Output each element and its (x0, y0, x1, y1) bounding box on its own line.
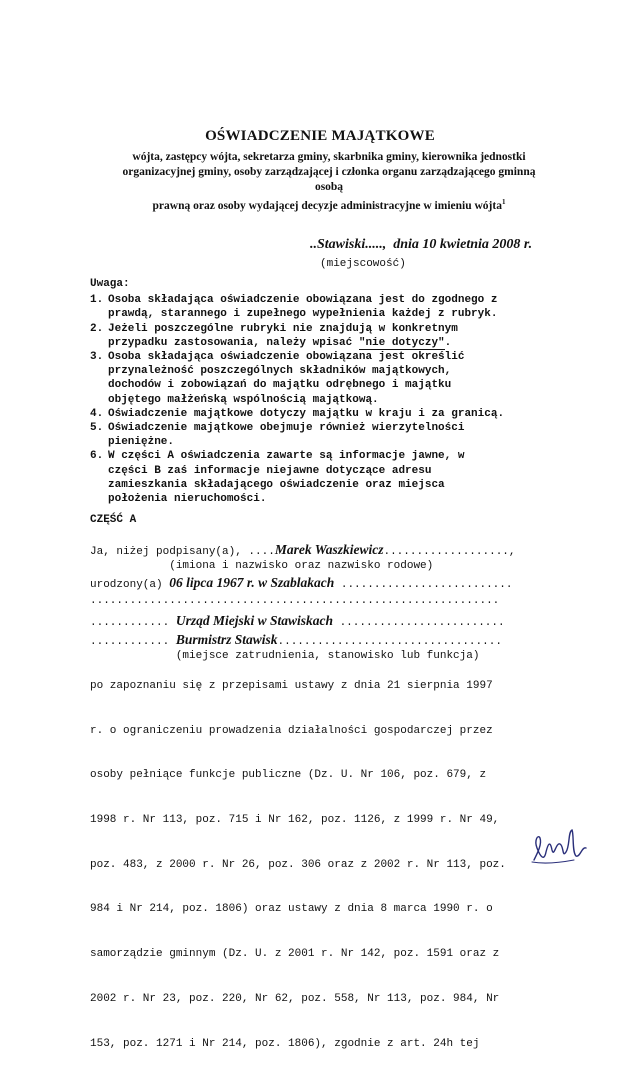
place-date-line (310, 237, 590, 253)
name-label: Ja, niżej podpisany(a), .... (90, 546, 275, 558)
paragraph-line: po zapoznaniu się z przepisami ustawy z dnia 21 sierpnia 1997 (90, 679, 493, 692)
uwaga-item-number: 6. (90, 450, 104, 463)
uwaga-item-number: 1. (90, 294, 104, 307)
uwaga-item-line: W części A oświadczenia zawarte są informacje jawne, w (108, 450, 465, 463)
name-row (90, 540, 570, 559)
paragraph-line: 1998 r. Nr 113, poz. 715 i Nr 162, poz. 1126, z 1999 r. Nr 49, (90, 813, 500, 826)
uwaga-item-line (108, 336, 560, 350)
place-suffix: ....., (365, 237, 387, 252)
workplace-after: ......................... (332, 617, 505, 629)
uwaga-item (90, 322, 560, 350)
uwaga-item-number: 5. (90, 422, 104, 435)
position-after: .................................. (277, 636, 502, 648)
signature-scribble (528, 822, 598, 872)
uwaga-item-line: objętego małżeńską wspólnością majątkową. (108, 393, 379, 406)
uwaga-item (90, 350, 560, 407)
subtitle-line (118, 195, 540, 214)
uwaga-item (90, 293, 560, 321)
uwaga-item-text: przypadku zastosowania, należy wpisać (108, 336, 359, 349)
position-row (90, 630, 570, 649)
uwaga-item (90, 421, 560, 449)
name-dots: ..................., (383, 546, 516, 558)
name-caption: (imiona i nazwisko oraz nazwisko rodowe) (90, 560, 434, 572)
uwaga-item-line: zamieszkania składającego oświadczenie oraz miejsca (108, 478, 445, 491)
name-field: Marek Waszkiewicz (274, 542, 384, 557)
uwaga-item-line: pieniężne. (108, 436, 175, 449)
uwaga-item-number: 2. (90, 322, 104, 335)
dotted-line: .............................................................. (90, 595, 500, 607)
uwaga-item (90, 407, 560, 421)
born-dots: .......................... (334, 579, 513, 591)
paragraph-line: 984 i Nr 214, poz. 1806) oraz ustawy z dnia 8 marca 1990 r. o (90, 903, 493, 916)
uwaga-heading: Uwaga: (90, 278, 130, 290)
uwaga-item-line: Oświadczenie majątkowe dotyczy majątku w kraju i za granicą. (108, 407, 505, 420)
workplace-field: Urząd Miejski w Stawiskach (175, 613, 333, 628)
uwaga-item-line: Osoba składająca oświadczenie obowiązana jest określić (108, 351, 465, 364)
uwaga-list (90, 293, 560, 506)
date-value: dnia 10 kwietnia 2008 r. (393, 237, 533, 252)
uwaga-item-line: Jeżeli poszczególne rubryki nie znajdują w konkretnym (108, 322, 458, 335)
subtitle-line: organizacyjnej gminy, osoby zarządzającej i członka organu zarządzającego gminną osobą (122, 166, 536, 193)
born-row (90, 573, 570, 592)
paragraph-line: r. o ograniczeniu prowadzenia działalności gospodarczej przez (90, 724, 493, 737)
paragraph-line: 153, poz. 1271 i Nr 214, poz. 1806), zgodnie z art. 24h tej (90, 1037, 480, 1050)
uwaga-item-line: Oświadczenie majątkowe obejmuje również wierzytelności (108, 422, 465, 435)
uwaga-item-line: położenia nieruchomości. (108, 493, 267, 506)
uwaga-item-number: 4. (90, 407, 104, 420)
paragraph-line: 2002 r. Nr 23, poz. 220, Nr 62, poz. 558, Nr 113, poz. 984, Nr (90, 992, 500, 1005)
place-caption: (miejscowość) (320, 258, 406, 270)
born-field: 06 lipca 1967 r. w Szablakach (169, 575, 335, 590)
part-a-form (90, 540, 570, 663)
uwaga-item-line: Osoba składająca oświadczenie obowiązana jest do zgodnego z (108, 294, 498, 307)
workplace-dots: ............ (90, 617, 176, 629)
nie-dotyczy-text: "nie dotyczy" (358, 336, 445, 349)
legal-paragraph (90, 649, 560, 1081)
place-prefix: .. (310, 237, 317, 252)
position-field: Burmistrz Stawisk (175, 632, 278, 647)
footnote-marker: 1 (501, 198, 506, 206)
uwaga-item-text: . (444, 336, 452, 349)
paragraph-line: poz. 483, z 2000 r. Nr 26, poz. 306 oraz z 2002 r. Nr 113, poz. (90, 858, 506, 871)
uwaga-section (90, 277, 560, 506)
document-title: OŚWIADCZENIE MAJĄTKOWE (205, 128, 435, 144)
place-value: Stawiski (317, 237, 366, 252)
uwaga-item-line: prawdą, starannego i zupełnego wypełnienia każdej z rubryk. (108, 308, 498, 321)
paragraph-line: osoby pełniące funkcje publiczne (Dz. U. Nr 106, poz. 679, z (90, 769, 487, 782)
uwaga-item-line: dochodów i zobowiązań do majątku odrębnego i majątku (108, 379, 452, 392)
subtitle-line-text: prawną oraz osoby wydającej decyzje administracyjne w imieniu wójta (152, 199, 502, 212)
uwaga-item (90, 449, 560, 506)
position-dots: ............ (90, 636, 176, 648)
workplace-row (90, 611, 570, 630)
uwaga-item-line: przynależność poszczególnych składników majątkowych, (108, 365, 452, 378)
paragraph-line: samorządzie gminnym (Dz. U. z 2001 r. Nr 142, poz. 1591 oraz z (90, 948, 500, 961)
part-a-heading: CZĘŚĆ A (90, 514, 137, 526)
position-caption: (miejsce zatrudnienia, stanowisko lub funkcja) (90, 650, 480, 662)
born-label: urodzony(a) (90, 579, 170, 591)
document-subtitle (118, 150, 540, 214)
uwaga-item-line: części B zaś informacje niejawne dotyczące adresu (108, 464, 432, 477)
uwaga-item-number: 3. (90, 351, 104, 364)
subtitle-line: wójta, zastępcy wójta, sekretarza gminy, skarbnika gminy, kierownika jednostki (132, 151, 526, 163)
